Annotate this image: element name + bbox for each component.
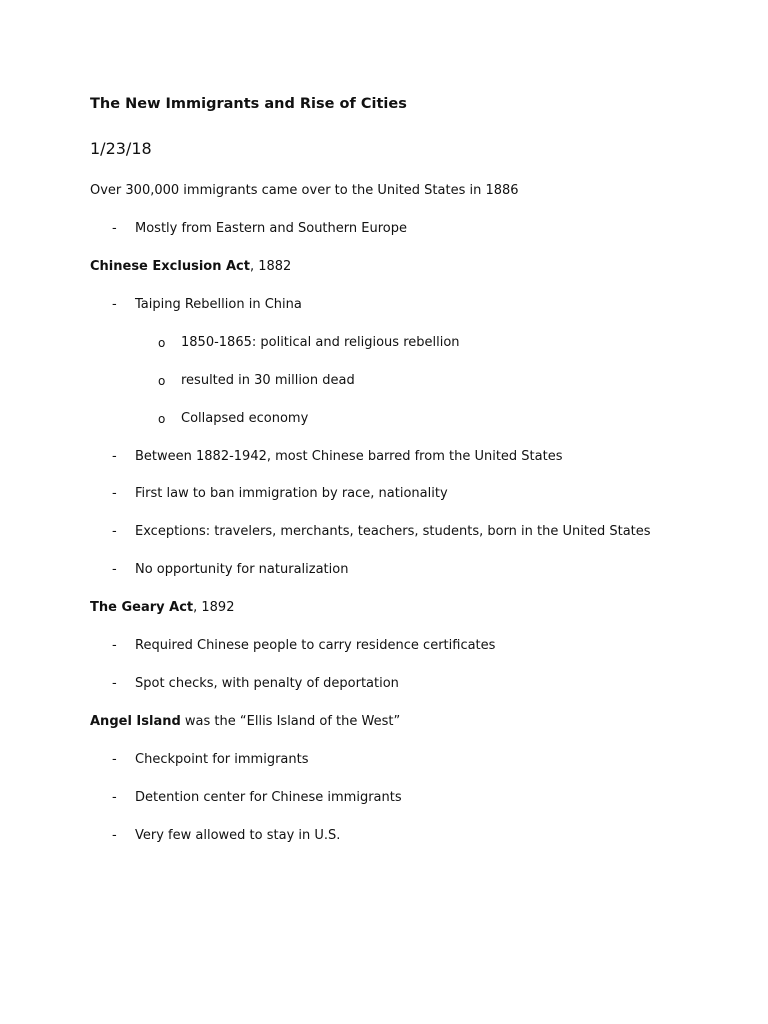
dash-bullet: - [112, 676, 117, 691]
circle-bullet: o [158, 336, 166, 350]
section-heading-rest: , 1882 [249, 259, 292, 274]
dash-bullet: - [112, 297, 117, 312]
list-item-text: Very few allowed to stay in U.S. [135, 828, 341, 843]
list-item-text: Required Chinese people to carry residence certificates [135, 638, 496, 653]
list-item-text: First law to ban immigration by race, nationality [135, 486, 448, 501]
list-item-text: Exceptions: travelers, merchants, teachers, students, born in the United States [135, 524, 651, 539]
intro-paragraph: Over 300,000 immigrants came over to the United States in 1886 [90, 183, 519, 198]
list-item-text: Detention center for Chinese immigrants [135, 790, 402, 805]
dash-bullet: - [112, 449, 117, 464]
dash-bullet: - [112, 752, 117, 767]
dash-bullet: - [112, 828, 117, 843]
list-item-text: Between 1882-1942, most Chinese barred from the United States [135, 449, 563, 464]
list-item-text: No opportunity for naturalization [135, 562, 349, 577]
list-item-text: Mostly from Eastern and Southern Europe [135, 221, 407, 236]
sub-list-item-text: Collapsed economy [181, 411, 309, 426]
dash-bullet: - [112, 790, 117, 805]
dash-bullet: - [112, 638, 117, 653]
circle-bullet: o [158, 374, 166, 388]
section-heading-rest: was the “Ellis Island of the West” [180, 714, 401, 729]
section-heading [90, 259, 291, 275]
section-heading [90, 600, 234, 616]
section-heading-bold: Chinese Exclusion Act [90, 259, 250, 274]
section-heading [90, 714, 400, 730]
circle-bullet: o [158, 412, 166, 426]
sub-list-item-text: resulted in 30 million dead [181, 373, 355, 388]
list-item-text: Spot checks, with penalty of deportation [135, 676, 399, 691]
section-heading-rest: , 1892 [193, 600, 235, 615]
dash-bullet: - [112, 221, 117, 236]
list-item-text: Checkpoint for immigrants [135, 752, 309, 767]
sub-list-item-text: 1850-1865: political and religious rebellion [181, 335, 460, 350]
section-heading-bold: Angel Island [90, 714, 181, 729]
document-date: 1/23/18 [90, 139, 152, 158]
list-item-text: Taiping Rebellion in China [135, 297, 302, 312]
dash-bullet: - [112, 486, 117, 501]
dash-bullet: - [112, 562, 117, 577]
section-heading-bold: The Geary Act [90, 600, 194, 615]
dash-bullet: - [112, 524, 117, 539]
document-title: The New Immigrants and Rise of Cities [90, 96, 407, 112]
